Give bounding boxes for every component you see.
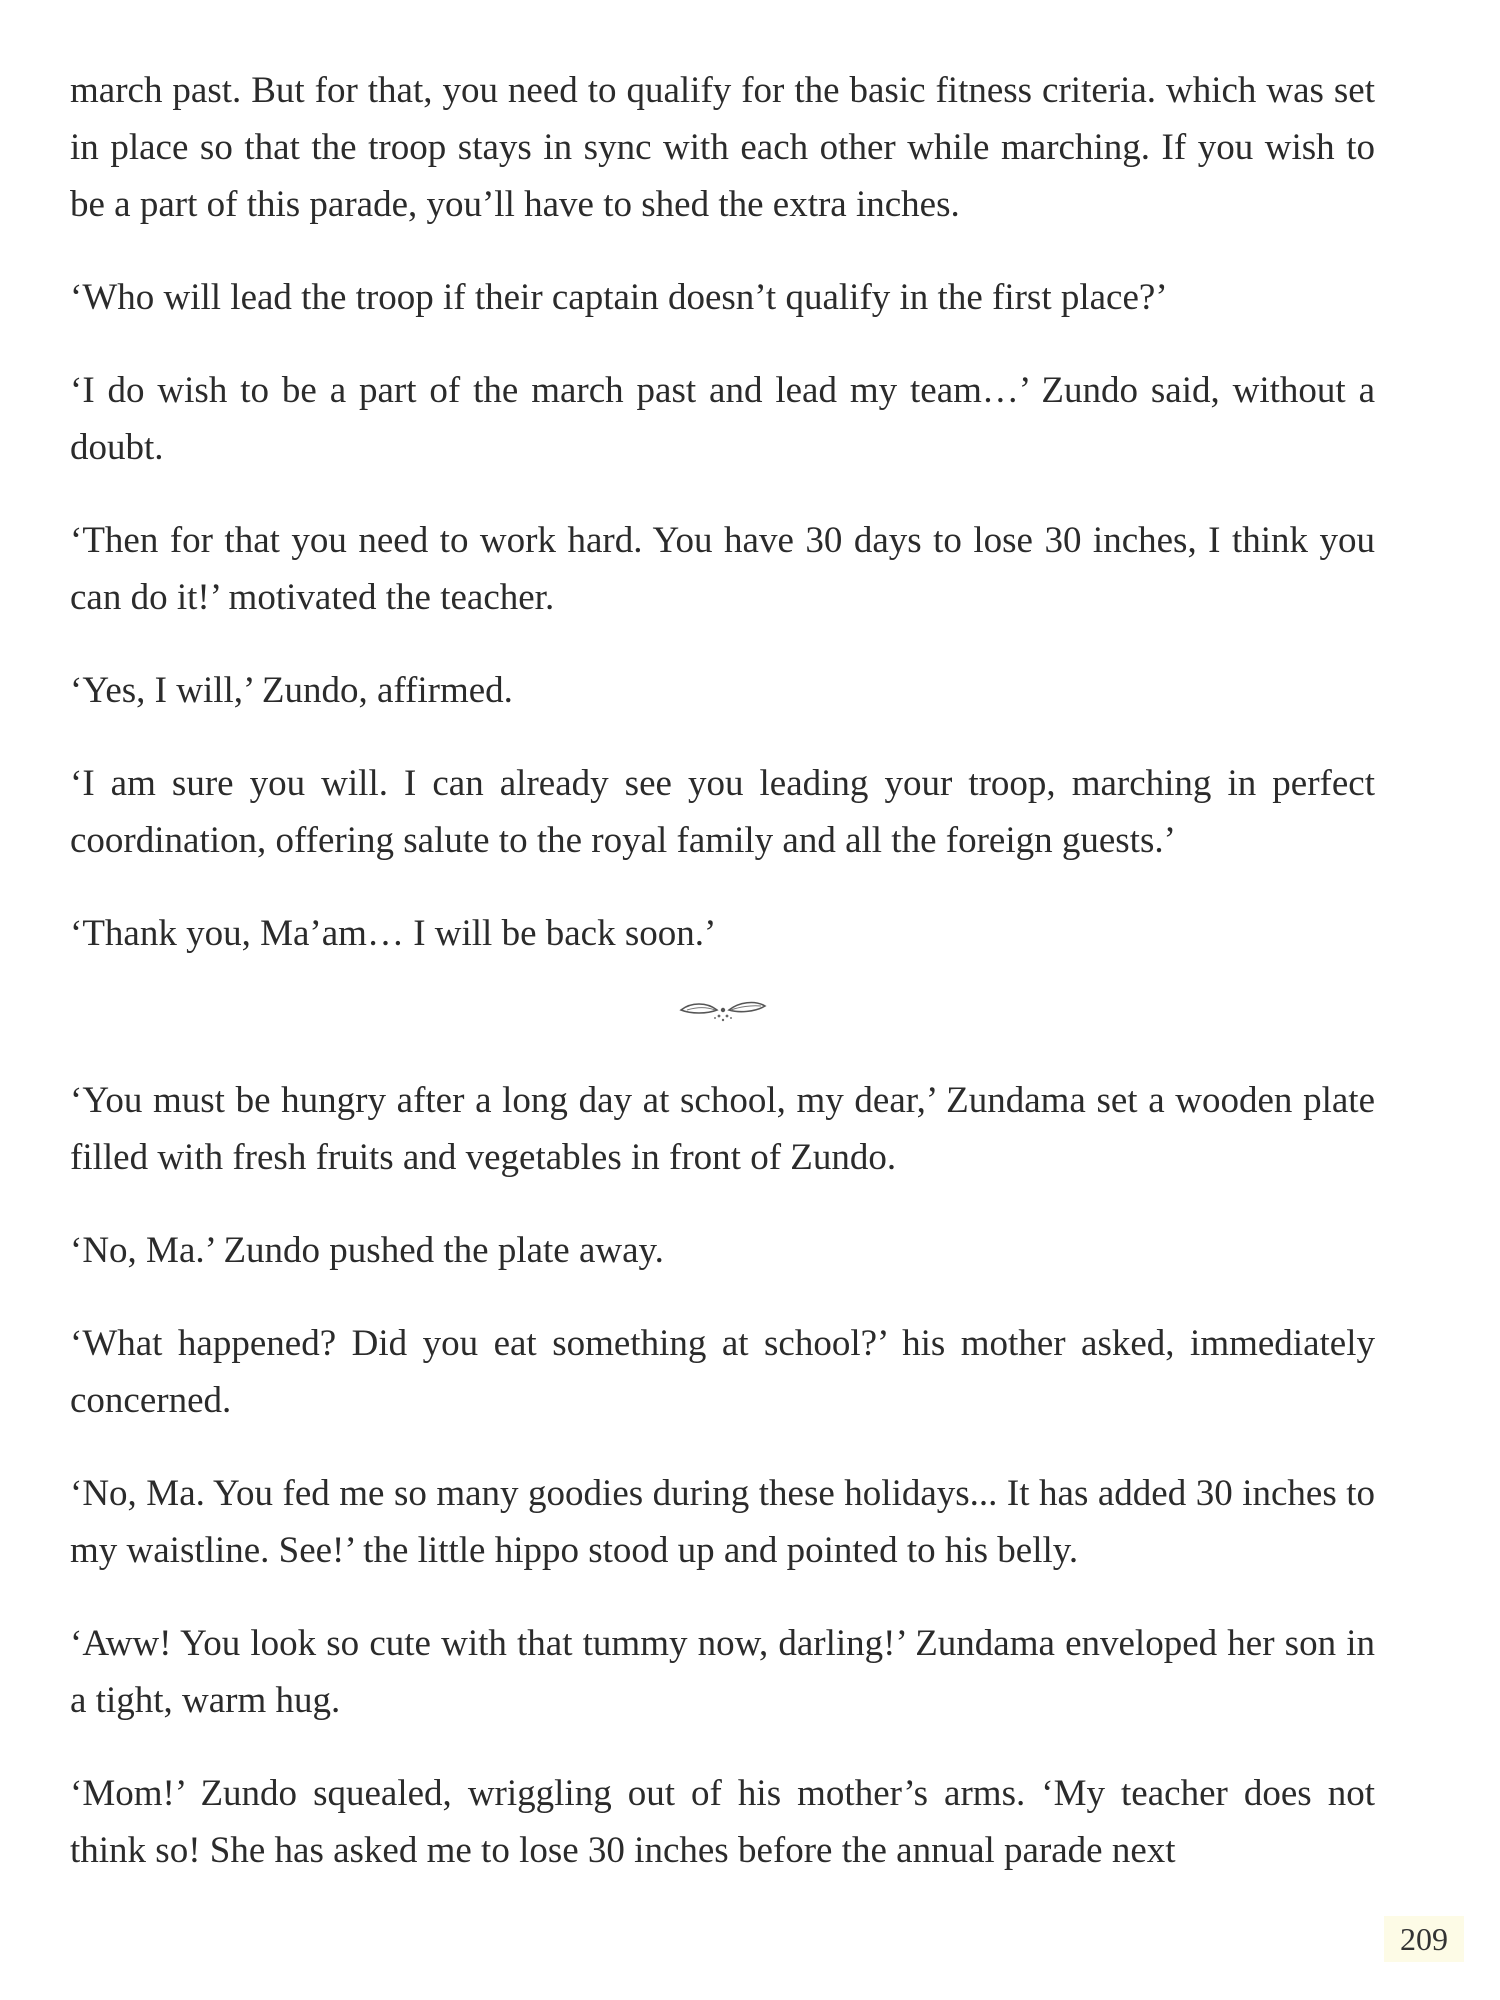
- paragraph-13: ‘Mom!’ Zundo squealed, wriggling out of his mother’s arms. ‘My teacher does not think so! She has asked me to lose 30 inches before the annual parade next: [70, 1773, 1375, 1871]
- floral-divider-icon: [677, 998, 769, 1024]
- paragraph-5: ‘Yes, I will,’ Zundo, affirmed.: [70, 670, 513, 711]
- paragraph-2: ‘Who will lead the troop if their captain doesn’t qualify in the first place?’: [70, 277, 1168, 318]
- paragraph-8: ‘You must be hungry after a long day at school, my dear,’ Zundama set a wooden plate filled with fresh fruits and vegetables in front of Zundo.: [70, 1080, 1375, 1178]
- paragraph-10: ‘What happened? Did you eat something at school?’ his mother asked, immediately concerned.: [70, 1323, 1375, 1421]
- paragraph-7: ‘Thank you, Ma’am… I will be back soon.’: [70, 913, 717, 954]
- section-divider: [70, 998, 1375, 1024]
- book-page: [70, 62, 1375, 1915]
- paragraph-3: ‘I do wish to be a part of the march past and lead my team…’ Zundo said, without a doubt.: [70, 370, 1375, 468]
- paragraph-6: ‘I am sure you will. I can already see you leading your troop, marching in perfect coordination, offering salute to the royal family and all the foreign guests.’: [70, 763, 1375, 861]
- paragraph-1: march past. But for that, you need to qualify for the basic fitness criteria. which was set in place so that the troop stays in sync with each other while marching. If you wish to be a part of this parade, you’ll have to shed the extra inches.: [70, 70, 1375, 225]
- paragraph-4: ‘Then for that you need to work hard. You have 30 days to lose 30 inches, I think you can do it!’ motivated the teacher.: [70, 520, 1375, 618]
- page-number: 209: [1384, 1916, 1464, 1962]
- paragraph-12: ‘Aww! You look so cute with that tummy now, darling!’ Zundama enveloped her son in a tight, warm hug.: [70, 1623, 1375, 1721]
- paragraph-9: ‘No, Ma.’ Zundo pushed the plate away.: [70, 1230, 664, 1271]
- paragraph-11: ‘No, Ma. You fed me so many goodies during these holidays... It has added 30 inches to my waistline. See!’ the little hippo stood up and pointed to his belly.: [70, 1473, 1375, 1571]
